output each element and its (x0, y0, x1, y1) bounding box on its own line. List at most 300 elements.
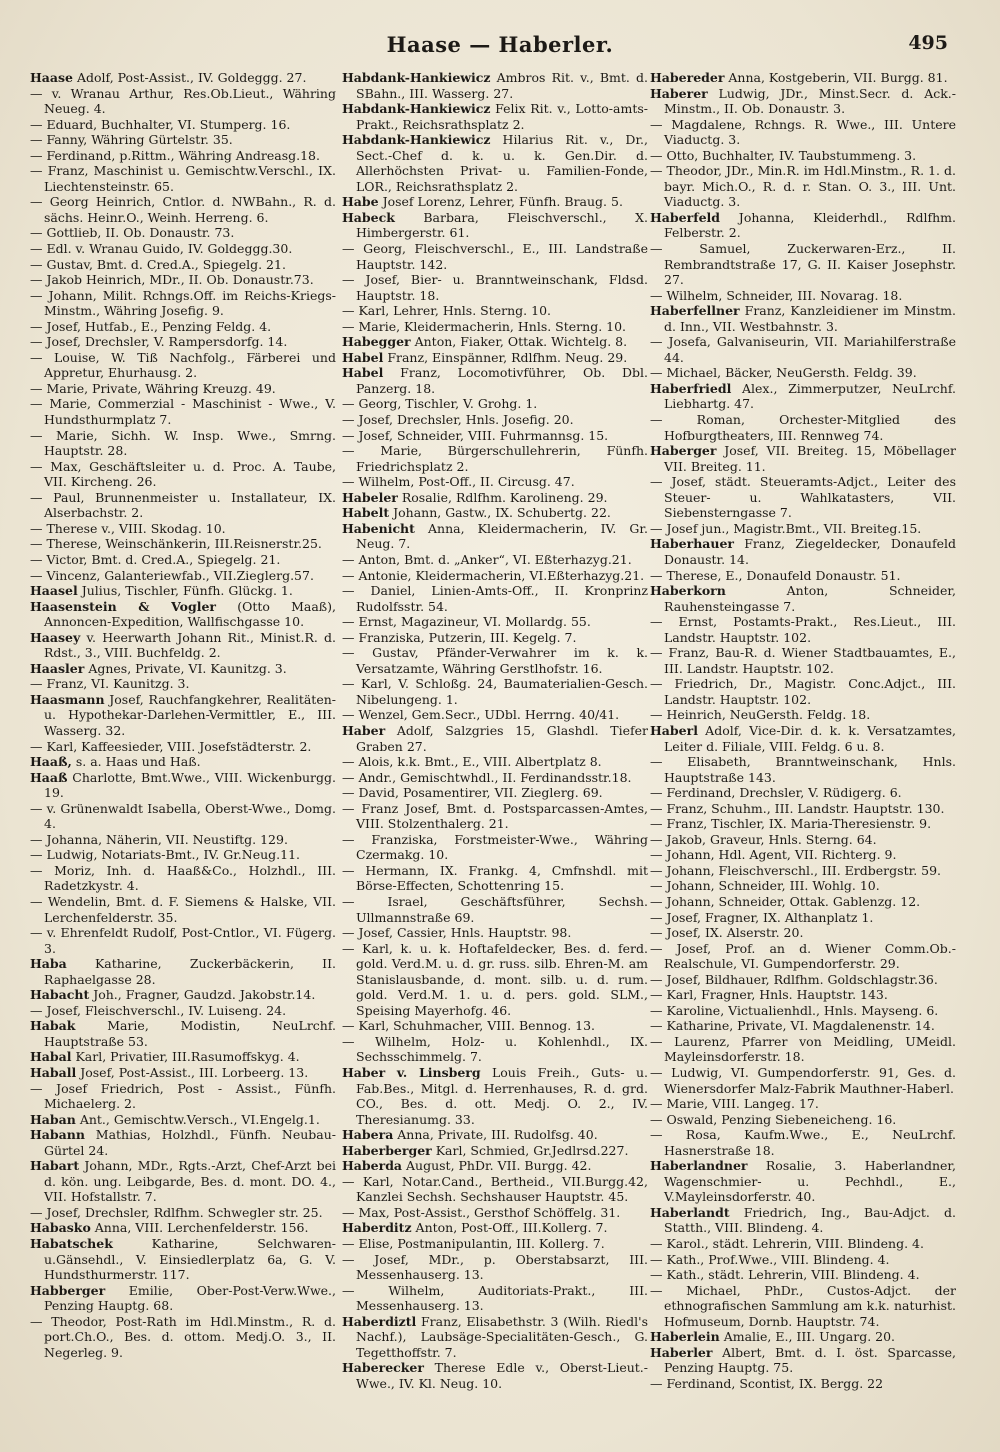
directory-entry (650, 1329, 956, 1345)
directory-entry (342, 443, 648, 474)
entry-text: — Franziska, Putzerin, III. Kegelg. 7. (342, 629, 577, 645)
entry-surname: Haberlandner (650, 1158, 748, 1174)
entry-text: Agnes, Private, VI. Kaunitzg. 3. (84, 660, 287, 676)
entry-text: — Josef, Bildhauer, Rdlfhm. Goldschlagstr.36. (650, 971, 938, 987)
directory-entry (342, 334, 648, 350)
entry-text: Felix Rit. v., Lotto-amts-Prakt., Reichsrathsplatz 2. (356, 101, 648, 132)
directory-entry (650, 941, 956, 972)
entry-text: — Josef, Drechsler, V. Rampersdorfg. 14. (30, 334, 288, 350)
entry-text: — Kath., städt. Lehrerin, VIII. Blindeng. 4. (650, 1267, 920, 1283)
directory-entry (30, 148, 336, 164)
entry-text: — Roman, Orchester-Mitglied des Hofburgtheaters, III. Rennweg 74. (650, 412, 956, 443)
entry-text: — Ferdinand, Drechsler, V. Rüdigerg. 6. (650, 785, 902, 801)
entry-text: — Johann, Schneider, Ottak. Gablenzg. 12. (650, 893, 921, 909)
directory-entry (30, 1065, 336, 1081)
entry-text: — Johann, Schneider, III. Wohlg. 10. (650, 878, 880, 894)
directory-entry (342, 1143, 648, 1159)
entry-surname: Haasel (30, 583, 78, 599)
entry-text: — Therese, E., Donaufeld Donaustr. 51. (650, 567, 901, 583)
directory-entry (650, 847, 956, 863)
entry-surname: Habeck (342, 209, 395, 225)
directory-entry (30, 132, 336, 148)
entry-text: — Johann, Hdl. Agent, VII. Richterg. 9. (650, 847, 897, 863)
entry-text: — Josef, Drechsler, Rdlfhm. Schwegler str. 25. (30, 1204, 323, 1220)
entry-text: — Franziska, Forstmeister-Wwe., Währing Czermakg. 10. (342, 831, 648, 863)
directory-entry (30, 583, 336, 599)
entry-text: — Marie, Sichh. W. Insp. Wwe., Smrng. Hauptstr. 28. (30, 427, 336, 459)
directory-entry (30, 288, 336, 319)
entry-surname: Haberfeld (650, 209, 721, 225)
entry-text: — Daniel, Linien-Amts-Off., II. Kronprinz Rudolfsstr. 54. (342, 583, 648, 614)
entry-surname: Haberditz (342, 1220, 412, 1236)
directory-entry (342, 490, 648, 506)
entry-text: August, PhDr. VII. Burgg. 42. (402, 1158, 592, 1174)
entry-text: — Georg Heinrich, Cntlor. d. NWBahn., R. d. sächs. Heinr.O., Weinh. Herreng. 6. (30, 194, 336, 225)
directory-entry (30, 1003, 336, 1019)
entry-text: — Josefa, Galvaniseurin, VII. Mariahilferstraße 44. (650, 334, 956, 365)
directory-entry (342, 1065, 648, 1127)
directory-entry (650, 1065, 956, 1096)
entry-surname: Haberberger (342, 1142, 432, 1158)
directory-entry (30, 1127, 336, 1158)
directory-entry (30, 1283, 336, 1314)
directory-entry (342, 101, 648, 132)
entry-text: — Karl, Lehrer, Hnls. Sterng. 10. (342, 303, 552, 319)
directory-entry (342, 1283, 648, 1314)
directory-entry (30, 521, 336, 537)
directory-entry (342, 319, 648, 335)
directory-entry (342, 568, 648, 584)
entry-text: — Louise, W. Tiß Nachfolg., Färberei und Appretur, Ehurhausg. 2. (30, 349, 336, 381)
entry-surname: Habel (342, 349, 384, 365)
directory-entry (650, 754, 956, 785)
entry-text: Ludwig, JDr., Minst.Secr. d. Ack.-Minstm., II. Ob. Donaustr. 3. (664, 85, 956, 117)
entry-text: — Franz, Maschinist u. Gemischtw.Verschl., IX. Liechtensteinstr. 65. (30, 163, 336, 194)
entry-surname: Habera (342, 1127, 394, 1143)
directory-entry (650, 1376, 956, 1392)
entry-text: Ant., Gemischtw.Versch., VI.Engelg.1. (75, 1111, 320, 1127)
directory-entry (30, 739, 336, 755)
entry-text: — Laurenz, Pfarrer von Meidling, UMeidl. Mayleinsdorferstr. 18. (650, 1033, 956, 1065)
entry-text: — Wilhelm, Post-Off., II. Circusg. 47. (342, 474, 575, 490)
directory-entry (650, 816, 956, 832)
column-middle (342, 70, 648, 1442)
entry-surname: Haberer (650, 85, 708, 101)
directory-entry (30, 319, 336, 335)
entry-text: — Josef Friedrich, Post - Assist., Fünfh. Michaelerg. 2. (30, 1080, 336, 1112)
directory-entry (342, 676, 648, 707)
directory-entry (650, 381, 956, 412)
directory-entry (342, 194, 648, 210)
entry-surname: Haberdiztl (342, 1313, 417, 1329)
directory-entry (650, 1096, 956, 1112)
directory-entry (30, 257, 336, 273)
directory-entry (650, 536, 956, 567)
directory-entry (650, 1205, 956, 1236)
directory-entry (342, 925, 648, 941)
directory-entry (342, 1018, 648, 1034)
directory-entry (650, 70, 956, 86)
entry-text: Joh., Fragner, Gaudzd. Jakobstr.14. (89, 987, 316, 1003)
entry-surname: Habelt (342, 505, 390, 521)
directory-entry (650, 723, 956, 754)
directory-entry (342, 428, 648, 444)
directory-entry (30, 1018, 336, 1049)
directory-entry (30, 536, 336, 552)
directory-entry (342, 303, 648, 319)
directory-entry (30, 1112, 336, 1128)
entry-text: Emilie, Ober-Post-Verw.Wwe., Penzing Hauptg. 68. (44, 1282, 336, 1314)
directory-entry (30, 459, 336, 490)
entry-text: — Fanny, Währing Gürtelstr. 35. (30, 132, 233, 148)
entry-text: — Karl, Fragner, Hnls. Hauptstr. 143. (650, 987, 888, 1003)
directory-entry (650, 910, 956, 926)
directory-entry (30, 381, 336, 397)
entry-surname: Haberler (650, 1344, 713, 1360)
directory-entry (30, 801, 336, 832)
entry-text: Louis Freih., Guts- u. Fab.Bes., Mitgl. d. Herrenhauses, R. d. grd. CO., Bes. d. ott. Medj. O. 2., IV. Theresianumg. 33. (356, 1065, 648, 1127)
entry-surname: Haberfellner (650, 303, 740, 319)
entry-text: — Karoline, Victualienhdl., Hnls. Mayseng. 6. (650, 1002, 939, 1018)
directory-entry (342, 241, 648, 272)
entry-text: — Jakob Heinrich, MDr., II. Ob. Donaustr.73. (30, 272, 314, 288)
directory-entry (342, 272, 648, 303)
entry-text: — Josef, Schneider, VIII. Fuhrmannsg. 15. (342, 427, 609, 443)
entry-surname: Haberlandt (650, 1204, 730, 1220)
directory-entry (342, 614, 648, 630)
directory-entry (30, 956, 336, 987)
entry-text: — Therese v., VIII. Skodag. 10. (30, 520, 226, 536)
entry-text: — Elisabeth, Branntweinschank, Hnls. Hauptstraße 143. (650, 754, 956, 785)
entry-text: — Josef, Fragner, IX. Althanplatz 1. (650, 909, 874, 925)
directory-entry (650, 474, 956, 521)
entry-text: Rosalie, 3. Haberlandner, Wagenschmier- u. Pechhdl., E., V.Mayleinsdorferstr. 40. (664, 1158, 956, 1205)
entry-text: Adolf, Post-Assist., IV. Goldeggg. 27. (73, 70, 307, 85)
entry-text: — Johanna, Näherin, VII. Neustiftg. 129. (30, 831, 288, 847)
directory-entry (30, 568, 336, 584)
directory-entry (30, 428, 336, 459)
directory-entry (30, 396, 336, 427)
directory-entry (342, 350, 648, 366)
directory-entry (30, 225, 336, 241)
entry-text: — v. Ehrenfeldt Rudolf, Post-Cntlor., VI. Fügerg. 3. (30, 925, 336, 956)
directory-entry (650, 1158, 956, 1205)
directory-entry (650, 163, 956, 210)
entry-text: Katharine, Selchwaren-u.Gänsehdl., V. Einsiedlerplatz 6a, G. V. Hundsthurmerstr. 117. (44, 1236, 336, 1283)
entry-text: — Gustav, Bmt. d. Cred.A., Spiegelg. 21. (30, 256, 286, 272)
entry-text: — Marie, Kleidermacherin, Hnls. Sterng. 10. (342, 318, 627, 334)
entry-surname: Haberger (650, 443, 717, 459)
directory-entry (342, 1127, 648, 1143)
entry-text: — Josef, Drechsler, Hnls. Josefig. 20. (342, 412, 574, 428)
directory-entry (650, 645, 956, 676)
entry-text: Friedrich, Ing., Bau-Adjct. d. Statth., VIII. Blindeng. 4. (664, 1204, 956, 1236)
entry-text: — Theodor, Post-Rath im Hdl.Minstm., R. d. port.Ch.O., Bes. d. ottom. Medj.O. 3., II. Negerleg. 9. (30, 1313, 336, 1360)
directory-entry (650, 583, 956, 614)
entry-text: Karl, Schmied, Gr.Jedlrsd.227. (431, 1142, 629, 1158)
entry-text: — Karl, Schuhmacher, VIII. Bennog. 13. (342, 1018, 596, 1034)
entry-text: — Karl, Kaffeesieder, VIII. Josefstädterstr. 2. (30, 738, 312, 754)
entry-surname: Habann (30, 1127, 85, 1143)
directory-entry (650, 676, 956, 707)
directory-entry (342, 941, 648, 1019)
entry-text: — Johann, Milit. Rchngs.Off. im Reichs-Kriegs-Minstm., Währing Josefig. 9. (30, 287, 336, 319)
entry-text: — Marie, Private, Währing Kreuzg. 49. (30, 380, 276, 396)
entry-text: — Michael, PhDr., Custos-Adjct. der ethnografischen Sammlung am k.k. naturhist. Hofmuseum, Dornb. Hauptstr. 74. (650, 1282, 956, 1329)
directory-entry (30, 692, 336, 739)
entry-text: Anton, Post-Off., III.Kollerg. 7. (411, 1220, 608, 1236)
directory-entry (650, 288, 956, 304)
entry-text: Alex., Zimmerputzer, NeuLrchf. Liebhartg. 47. (664, 380, 956, 412)
entry-text: Mathias, Holzhdl., Fünfh. Neubau-Gürtel 24. (44, 1127, 336, 1158)
entry-text: — Antonie, Kleidermacherin, VI.Eßterhazyg.21. (342, 567, 645, 583)
directory-entry (650, 210, 956, 241)
entry-text: v. Heerwarth Johann Rit., Minist.R. d. Rdst., 3., VIII. Buchfeldg. 2. (44, 629, 336, 661)
directory-entry (30, 599, 336, 630)
entry-surname: Habak (30, 1018, 76, 1034)
entry-text: — Gustav, Pfänder-Verwahrer im k. k. Versatzamte, Währing Gerstlhofstr. 16. (342, 645, 648, 676)
entry-text: — Franz, Schuhm., III. Landstr. Hauptstr. 130. (650, 800, 945, 816)
entry-text: — Ernst, Magazineur, VI. Mollardg. 55. (342, 614, 591, 630)
entry-text: — Josef, Bier- u. Branntweinschank, Fldsd. Hauptstr. 18. (342, 272, 648, 303)
directory-entry (650, 1267, 956, 1283)
entry-text: Franz, Elisabethstr. 3 (Wilh. Riedl's Nachf.), Laubsäge-Specialitäten-Gesch., G. Tegetthoffstr. 7. (356, 1313, 648, 1360)
entry-text: — Hermann, IX. Frankg. 4, Cmfnshdl. mit Börse-Effecten, Schottenring 15. (342, 862, 648, 894)
directory-entry (342, 365, 648, 396)
entry-text: (Otto Maaß), Annoncen-Expedition, Wallfischgasse 10. (44, 598, 336, 630)
entry-text: — Therese, Weinschänkerin, III.Reisnerstr.25. (30, 536, 322, 552)
directory-entry (30, 676, 336, 692)
entry-text: Julius, Tischler, Fünfh. Glückg. 1. (77, 583, 293, 599)
directory-entry (650, 117, 956, 148)
directory-entry (342, 132, 648, 194)
entry-text: — v. Wranau Arthur, Res.Ob.Lieut., Währing Neueg. 4. (30, 85, 336, 117)
page-header (20, 32, 980, 62)
entry-text: Franz, Ziegeldecker, Donaufeld Donaustr. 14. (664, 536, 956, 567)
directory-entry (650, 1003, 956, 1019)
entry-text: Hilarius Rit. v., Dr., Sect.-Chef d. k. u. k. Gen.Dir. d. Allerhöchsten Privat- u. Familien-Fonde, LOR., Reichsrathsplatz 2. (356, 132, 648, 194)
entry-text: — Franz, VI. Kaunitzg. 3. (30, 676, 190, 692)
entry-text: Charlotte, Bmt.Wwe., VIII. Wickenburgg. 19. (44, 769, 336, 801)
entry-text: Rosalie, Rdlfhm. Karolineng. 29. (397, 489, 608, 505)
entry-surname: Haaß, (30, 754, 72, 770)
entry-text: — Samuel, Zuckerwaren-Erz., II. Rembrandtstraße 17, G. II. Kaiser Josephstr. 27. (650, 241, 956, 288)
directory-entry (342, 832, 648, 863)
entry-text: — Josef, Cassier, Hnls. Hauptstr. 98. (342, 925, 572, 941)
entry-text: Anna, Kostgeberin, VII. Burgg. 81. (724, 70, 948, 85)
directory-entry (342, 630, 648, 646)
directory-entry (342, 770, 648, 786)
entry-text: — Andr., Gemischtwhdl., II. Ferdinandsstr.18. (342, 769, 632, 785)
entry-surname: Haberecker (342, 1360, 424, 1376)
entry-text: — Theodor, JDr., Min.R. im Hdl.Minstm., R. 1. d. bayr. Mich.O., R. d. r. Stan. O. 3., III. Unt. Viaductg. 3. (650, 163, 956, 210)
directory-entry (650, 785, 956, 801)
entry-surname: Habe (342, 194, 379, 210)
entry-text: Ambros Rit. v., Bmt. d. SBahn., III. Wasserg. 27. (356, 70, 648, 101)
entry-text: — Jakob, Graveur, Hnls. Sterng. 64. (650, 831, 877, 847)
directory-entry (30, 350, 336, 381)
entry-surname: Haber v. Linsberg (342, 1065, 481, 1080)
entry-text: — Johann, Fleischverschl., III. Erdbergstr. 59. (650, 862, 942, 878)
directory-entry (342, 863, 648, 894)
entry-text: — Marie, Commerzial - Maschinist - Wwe., V. Hundsthurmplatz 7. (30, 396, 336, 428)
entry-surname: Haase (30, 70, 73, 85)
entry-text: — Anton, Bmt. d. „Anker“, VI. Eßterhazyg.21. (342, 551, 632, 567)
directory-entry (30, 863, 336, 894)
entry-text: Johann, MDr., Rgts.-Arzt, Chef-Arzt bei d. kön. ung. Leibgarde, Bes. d. mont. DO. 4., VII. Hofstallstr. 7. (44, 1158, 336, 1205)
entry-text: — Edl. v. Wranau Guido, IV. Goldeggg.30. (30, 241, 293, 257)
directory-entry (30, 194, 336, 225)
directory-entry (342, 1220, 648, 1236)
directory-entry (342, 505, 648, 521)
directory-entry (650, 972, 956, 988)
entry-surname: Habel (342, 365, 384, 381)
directory-entry (30, 490, 336, 521)
entry-text: — Max, Geschäftsleiter u. d. Proc. A. Taube, VII. Kircheng. 26. (30, 458, 336, 490)
page-number: 495 (908, 32, 948, 54)
directory-entry (342, 70, 648, 101)
entry-surname: Haberlein (650, 1329, 720, 1345)
entry-text: Anton, Fiaker, Ottak. Wichtelg. 8. (410, 334, 628, 350)
entry-text: Franz, Einspänner, Rdlfhm. Neug. 29. (383, 349, 628, 365)
entry-text: — Paul, Brunnenmeister u. Installateur, IX. Alserbachstr. 2. (30, 489, 336, 521)
entry-surname: Haberfriedl (650, 380, 732, 396)
directory-entry (342, 754, 648, 770)
column-left (30, 70, 336, 1442)
directory-entry (342, 1314, 648, 1361)
entry-text: — v. Grünenwaldt Isabella, Oberst-Wwe., Domg. 4. (30, 800, 336, 832)
entry-text: Johanna, Kleiderhdl., Rdlfhm. Felberstr. 2. (664, 209, 956, 241)
entry-text: — Kath., Prof.Wwe., VIII. Blindeng. 4. (650, 1251, 890, 1267)
entry-text: — Karol., städt. Lehrerin, VIII. Blindeng. 4. (650, 1236, 924, 1252)
directory-entry (30, 552, 336, 568)
directory-entry (342, 645, 648, 676)
directory-entry (30, 272, 336, 288)
entry-text: — Moriz, Inh. d. Haaß&Co., Holzhdl., III. Radetzkystr. 4. (30, 862, 336, 894)
entry-text: Anna, Private, III. Rudolfsg. 40. (393, 1127, 598, 1143)
entry-text: — Josef, Prof. an d. Wiener Comm.Ob.-Realschule, VI. Gumpendorferstr. 29. (650, 940, 956, 972)
directory-entry (30, 925, 336, 956)
directory-entry (30, 847, 336, 863)
directory-entry (650, 365, 956, 381)
directory-entry (30, 1205, 336, 1221)
directory-entry (650, 443, 956, 474)
directory-entry (30, 1049, 336, 1065)
entry-text: — Franz Josef, Bmt. d. Postsparcassen-Amtes, VIII. Stolzenthalerg. 21. (342, 800, 648, 832)
entry-text: — Wilhelm, Auditoriats-Prakt., III. Messenhauserg. 13. (342, 1282, 648, 1314)
entry-text: Josef, VII. Breiteg. 15, Möbellager VII. Breiteg. 11. (664, 443, 956, 474)
entry-text: Josef, Post-Assist., III. Lorbeerg. 13. (76, 1065, 309, 1080)
entry-text: — Michael, Bäcker, NeuGersth. Feldg. 39. (650, 365, 917, 381)
directory-entry (30, 754, 336, 770)
directory-entry (30, 661, 336, 677)
entry-text: Therese Edle v., Oberst-Lieut.-Wwe., IV. Kl. Neug. 10. (356, 1360, 648, 1391)
directory-entry (342, 1236, 648, 1252)
directory-entry (30, 86, 336, 117)
entry-text: — Franz, Bau-R. d. Wiener Stadtbauamtes, E., III. Landstr. Hauptstr. 102. (650, 645, 956, 676)
entry-text: — Josef, MDr., p. Oberstabsarzt, III. Messenhauserg. 13. (342, 1251, 648, 1283)
entry-surname: Haberda (342, 1158, 403, 1174)
directory-entry (30, 241, 336, 257)
entry-text: — Vincenz, Galanteriewfab., VII.Zieglerg.57. (30, 567, 314, 583)
directory-entry (342, 1034, 648, 1065)
entry-surname: Habdank-Hankiewicz (342, 132, 491, 148)
entry-text: — Victor, Bmt. d. Cred.A., Spiegelg. 21. (30, 551, 281, 567)
directory-entry (650, 987, 956, 1003)
entry-text: — Wendelin, Bmt. d. F. Siemens & Halske, VII. Lerchenfelderstr. 35. (30, 893, 336, 925)
directory-entry (650, 894, 956, 910)
entry-surname: Haba (30, 956, 67, 972)
entry-surname: Habeler (342, 489, 398, 505)
directory-entry (650, 1252, 956, 1268)
entry-surname: Habasko (30, 1220, 91, 1236)
entry-text: — Josef, Fleischverschl., IV. Luiseng. 24. (30, 1002, 287, 1018)
entry-surname: Haberkorn (650, 583, 726, 599)
entry-text: Franz, Kanzleidiener im Minstm. d. Inn., VII. Westbahnstr. 3. (664, 303, 956, 334)
entry-text: — Georg, Tischler, V. Grohg. 1. (342, 396, 538, 412)
entry-text: — Georg, Fleischverschl., E., III. Landstraße Hauptstr. 142. (342, 241, 648, 272)
entry-text: — Oswald, Penzing Siebeneicheng. 16. (650, 1111, 897, 1127)
entry-text: s. a. Haas und Haß. (71, 754, 201, 770)
directory-entry (30, 70, 336, 86)
directory-entry (650, 801, 956, 817)
directory-entry (342, 552, 648, 568)
entry-text: — Franz, Tischler, IX. Maria-Theresienstr. 9. (650, 816, 932, 832)
entry-text: — Josef, IX. Alserstr. 20. (650, 925, 804, 941)
entry-text: — Ferdinand, p.Rittm., Währing Andreasg.18. (30, 147, 320, 163)
directory-entry (342, 707, 648, 723)
entry-text: — Josef jun., Magistr.Bmt., VII. Breiteg.15. (650, 520, 922, 536)
entry-surname: Haber (342, 722, 386, 738)
directory-entry (650, 863, 956, 879)
directory-entry (30, 987, 336, 1003)
entry-text: — David, Posamentirer, VII. Zieglerg. 69. (342, 785, 603, 801)
directory-entry (342, 1174, 648, 1205)
entry-text: — Israel, Geschäftsführer, Sechsh. Ullmannstraße 69. (342, 893, 648, 925)
entry-text: — Alois, k.k. Bmt., E., VIII. Albertplatz 8. (342, 754, 602, 770)
directory-entry (342, 1360, 648, 1391)
entry-text: Albert, Bmt. d. I. öst. Sparcasse, Penzing Hauptg. 75. (664, 1344, 956, 1376)
entry-surname: Habegger (342, 334, 411, 350)
directory-entry (30, 894, 336, 925)
entry-text: — Friedrich, Dr., Magistr. Conc.Adjct., III. Landstr. Hauptstr. 102. (650, 676, 956, 707)
entry-surname: Habart (30, 1158, 80, 1174)
entry-text: — Wilhelm, Holz- u. Kohlenhdl., IX. Sechsschimmelg. 7. (342, 1033, 648, 1065)
entry-surname: Haban (30, 1111, 76, 1127)
running-title: Haase — Haberler. (386, 32, 614, 57)
entry-text: Katharine, Zuckerbäckerin, II. Raphaelgasse 28. (44, 956, 336, 987)
directory-entry (30, 163, 336, 194)
entry-text: Adolf, Vice-Dir. d. k. k. Versatzamtes, Leiter d. Filiale, VIII. Feldg. 6 u. 8. (664, 722, 956, 754)
entry-text: — Karl, Notar.Cand., Bertheid., VII.Burgg.42, Kanzlei Sechsh. Sechshauser Hauptstr. 45. (342, 1173, 648, 1205)
entry-surname: Habereder (650, 70, 725, 85)
entry-surname: Haasey (30, 629, 81, 645)
entry-text: — Marie, Bürgerschullehrerin, Fünfh. Friedrichsplatz 2. (342, 443, 648, 474)
entry-text: — Wilhelm, Schneider, III. Novarag. 18. (650, 287, 903, 303)
entry-text: — Max, Post-Assist., Gersthof Schöffelg. 31. (342, 1204, 621, 1220)
column-right (650, 70, 956, 1442)
directory-entry (342, 474, 648, 490)
entry-text: — Ludwig, VI. Gumpendorferstr. 91, Ges. d. Wienersdorfer Malz-Fabrik Mauthner-Haberl. (650, 1065, 956, 1096)
directory-entry (342, 396, 648, 412)
directory-entry (30, 630, 336, 661)
directory-entry (342, 1252, 648, 1283)
directory-entry (650, 568, 956, 584)
directory-entry (650, 925, 956, 941)
directory-entry (650, 148, 956, 164)
directory-entry (650, 241, 956, 288)
entry-text: — Eduard, Buchhalter, VI. Stumperg. 16. (30, 116, 291, 132)
